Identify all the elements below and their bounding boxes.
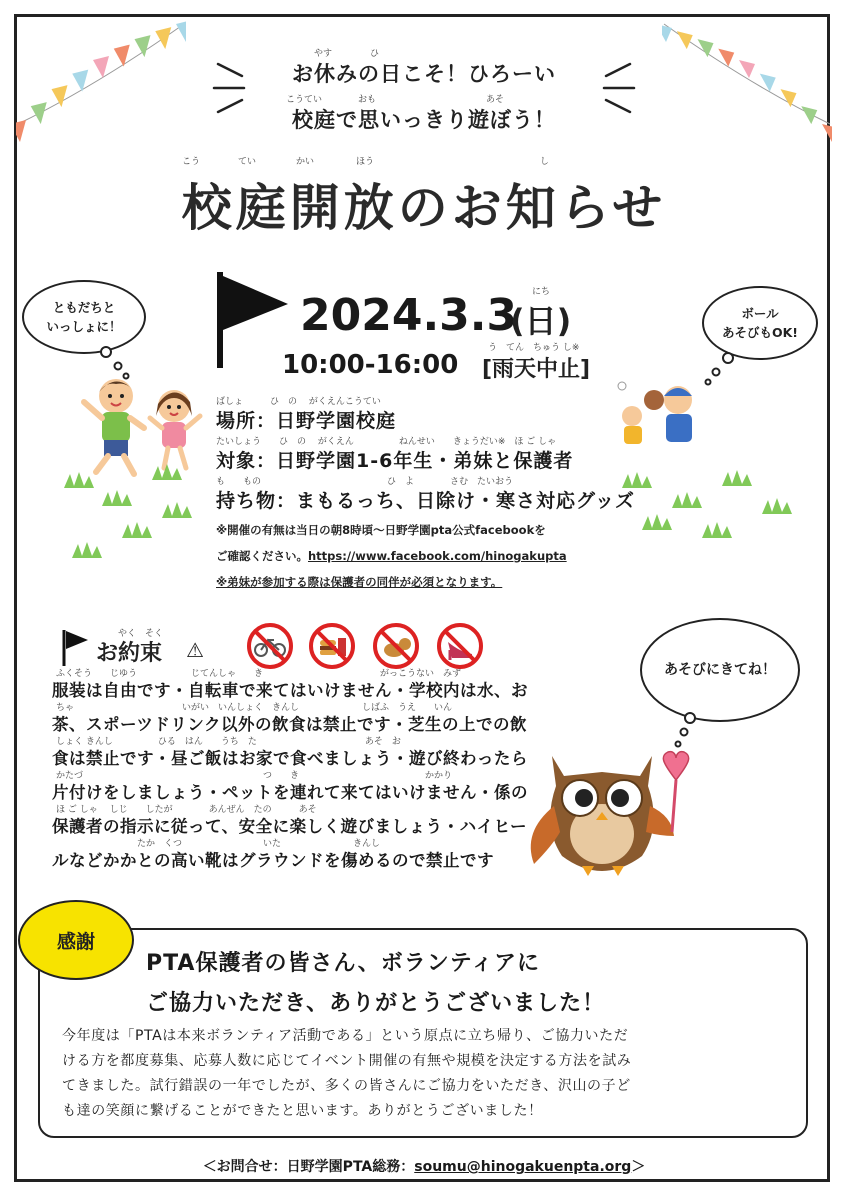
ruby-omo: おも (358, 95, 377, 105)
ruby-koutei: こうてい (286, 95, 323, 105)
thanks-body-line-3: てきました。試行錯誤の一年でしたが、多くの皆さんにご協力をいただき、沢山の子ど (62, 1078, 631, 1094)
rules-line-5: 保護者の指示に従って、安全に楽しく遊びましょう・ハイヒー (52, 817, 528, 836)
rules-ruby-3: しょく きんし ひる はん うち た あそ お (56, 737, 401, 747)
grass-tuft (70, 540, 104, 560)
bubble-right: ボール あそびもOK! (702, 286, 818, 360)
tagline-line1: お休みの日こそ！ひろーい (292, 62, 556, 86)
grass-tuft (160, 500, 194, 520)
thanks-badge: 感謝 (18, 900, 134, 980)
note-line1: ※開催の有無は当日の朝8時頃～日野学園pta公式facebookを (216, 523, 546, 537)
event-place: 場所：日野学園校庭 (216, 410, 397, 432)
thanks-body-line-2: ける方を都度募集、応募人数に応じてイベント開催の有無や規模を決定する方法を試み (62, 1053, 632, 1069)
thanks-body-line-4: も達の笑顔に繋げることができたと思います。ありがとうございました！ (62, 1103, 543, 1119)
grass-tuft (120, 520, 154, 540)
thanks-head-2: ご協力いただき、ありがとうございました！ (146, 991, 606, 1016)
grass-tuft (760, 496, 794, 516)
ruby-mochimono: も もの ひ よ さむ たいおう (216, 477, 514, 487)
facebook-link[interactable]: https://www.facebook.com/hinogakupta (308, 549, 567, 563)
event-items: 持ち物：まもるっち、日除け・寒さ対応グッズ (216, 490, 636, 512)
bubble-left: ともだちと いっしょに！ (22, 280, 146, 354)
note-line2-prefix: ご確認ください。 (216, 549, 308, 563)
rules-ruby-1: ふくそう じゆう じてんしゃ き がっこうない みず (56, 669, 462, 679)
no-high-heels-icon (439, 625, 481, 667)
warning-icon: ⚠ (186, 638, 204, 662)
grass-tuft (720, 468, 754, 488)
grass-tuft (700, 520, 734, 540)
note-line3: ※弟妹が参加する際は保護者の同伴が必須となります。 (216, 575, 503, 589)
grass-tuft (150, 462, 184, 482)
grass-tuft (670, 490, 704, 510)
rules-line-2: 茶、スポーツドリンク以外の飲食は禁止です・芝生の上での飲 (52, 715, 528, 734)
page-title: 校庭開放のお知らせ (181, 179, 667, 237)
grass-tuft (620, 470, 654, 490)
event-time: 10:00-16:00 (282, 350, 459, 380)
rules-heading: お約束 (96, 641, 163, 666)
event-target: 対象：日野学園1-6年生・弟妹と保護者 (216, 450, 574, 472)
ruby-yasu: やす (314, 49, 333, 59)
event-date: 2024.3.3 (300, 290, 518, 341)
grass-tuft (62, 470, 96, 490)
ruby-taishou: たいしょう ひ の がくえん ねんせい きょうだい※ ほ ご しゃ (216, 437, 557, 447)
children-illustration (78, 372, 208, 482)
baseball-illustration (612, 378, 712, 458)
ruby-basho: ばしょ ひ の がくえんこうてい (216, 397, 381, 407)
thanks-head-1: PTA保護者の皆さん、ボランティアに (146, 951, 541, 976)
owl-illustration (512, 736, 702, 886)
grass-tuft (100, 488, 134, 508)
rules-line-1: 服装は自由です・自転車で来てはいけません・学校内は水、お (52, 681, 528, 700)
ruby-hou: ほう (356, 157, 375, 167)
rules-ruby-4: かたづ つ き かかり (56, 771, 453, 781)
prohibited-icons-row (246, 622, 486, 670)
footer-email-link[interactable]: soumu@hinogakuenpta.org (414, 1159, 632, 1175)
ruby-nichi: にち (532, 287, 551, 297)
note-line2 (216, 548, 567, 564)
bunting-flag (176, 20, 186, 42)
footer-suffix: ＞ (631, 1159, 646, 1175)
ruby-shi: し (540, 157, 550, 167)
rules-ruby-6: たか くつ いた きんし (56, 839, 381, 849)
rules-ruby-2: ちゃ いがい いんしょく きんし しばふ うえ いん (56, 703, 453, 713)
rules-line-6: ルなどかかとの高い靴はグラウンドを傷めるので禁止です (52, 851, 494, 870)
bubble-owl: あそびにきてね！ (640, 618, 800, 722)
ruby-yakusoku: やく そく (118, 629, 164, 639)
no-bicycle-icon (249, 625, 291, 667)
rules-line-4: 片付けをしましょう・ペットを連れて来てはいけません・係の (52, 783, 528, 802)
ruby-kai: かい (296, 157, 315, 167)
event-weather: [雨天中止] (482, 357, 591, 382)
ruby-aso: あそ (486, 95, 505, 105)
no-pets-icon (375, 625, 417, 667)
no-food-icon (311, 625, 353, 667)
tagline-line2: 校庭で思いっきり遊ぼう！ (292, 108, 556, 132)
thanks-body-line-1: 今年度は「PTAは本来ボランティア活動である」という原点に立ち帰り、ご協力いただ (62, 1028, 629, 1044)
grass-tuft (640, 512, 674, 532)
ruby-tei: てい (238, 157, 257, 167)
event-weekday: (日) (510, 302, 572, 340)
rules-body (52, 666, 528, 870)
ruby-uten: う てん ちゅう し※ (488, 343, 580, 353)
rules-flag-icon (60, 628, 90, 668)
rules-line-3: 食は禁止です・昼ご飯はお家で食べましょう・遊び終わったら (52, 749, 528, 768)
footer-prefix: ＜お問合せ：日野学園PTA総務： (202, 1159, 415, 1175)
rules-ruby-5: ほ ご しゃ しじ したが あんぜん たの あそ (56, 805, 317, 815)
ruby-kou: こう (182, 157, 201, 167)
ruby-hi: ひ (370, 49, 380, 59)
footer-contact (0, 1156, 848, 1176)
thanks-body (62, 1024, 802, 1124)
